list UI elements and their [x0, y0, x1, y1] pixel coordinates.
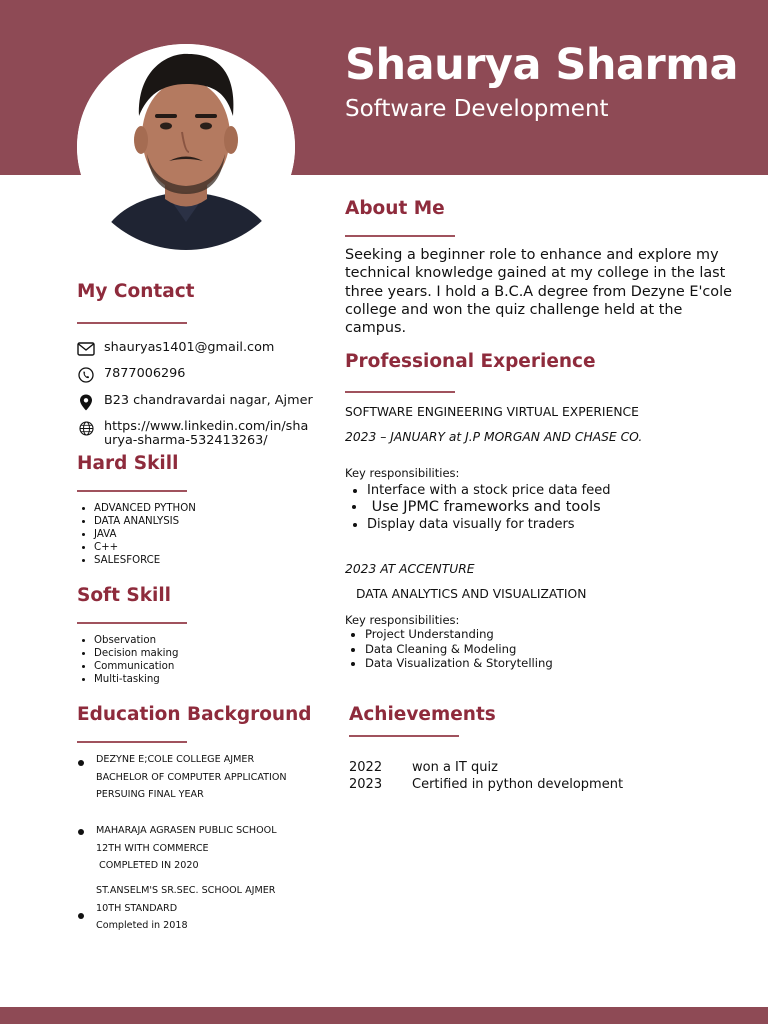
address-text: B23 chandravardai nagar, Ajmer	[104, 393, 313, 408]
degree-name: 10TH STANDARD	[96, 902, 178, 914]
contact-email[interactable]	[77, 341, 274, 357]
education-divider	[77, 741, 187, 743]
list-item: • Data Cleaning & Modeling	[365, 642, 553, 657]
about-heading: About Me	[345, 198, 445, 219]
soft-skill-list	[77, 634, 178, 686]
responsibilities-list	[352, 482, 611, 533]
responsibilities-list	[352, 627, 553, 671]
list-item: • Multi-tasking	[94, 673, 178, 686]
location-pin-icon	[77, 394, 95, 410]
job-period: 2023 – JANUARY at J.P MORGAN AND CHASE CO.	[345, 430, 643, 444]
list-item: • Observation	[94, 634, 178, 647]
list-item: • Data Visualization & Storytelling	[365, 656, 553, 671]
footer-banner	[0, 1007, 768, 1024]
achievement-text: won a IT quiz	[412, 760, 498, 775]
education-status: PERSUING FINAL YEAR	[96, 789, 204, 800]
list-item: • Display data visually for traders	[367, 516, 611, 533]
contact-divider	[77, 322, 187, 324]
institution-name: DEZYNE E;COLE COLLEGE AJMER	[96, 754, 255, 765]
profile-photo	[77, 44, 295, 250]
email-text: shauryas1401@gmail.com	[104, 340, 275, 355]
soft-skill-divider	[77, 622, 187, 624]
education-entry	[96, 751, 287, 804]
contact-heading: My Contact	[77, 281, 195, 302]
job-title: SOFTWARE ENGINEERING VIRTUAL EXPERIENCE	[345, 405, 639, 419]
about-divider	[345, 235, 455, 237]
candidate-role: Software Development	[345, 96, 609, 122]
experience-heading: Professional Experience	[345, 351, 596, 372]
list-item: • JAVA	[94, 528, 196, 541]
list-item: • SALESFORCE	[94, 554, 196, 567]
bullet-icon	[78, 829, 84, 835]
list-item: • Interface with a stock price data feed	[367, 482, 611, 499]
education-status: COMPLETED IN 2020	[96, 860, 199, 871]
list-item: • Communication	[94, 660, 178, 673]
list-item: • Project Understanding	[365, 627, 553, 642]
achievement-row	[349, 777, 623, 792]
education-heading: Education Background	[77, 704, 312, 725]
responsibilities-label: Key responsibilities:	[345, 613, 460, 627]
contact-address	[77, 394, 313, 410]
linkedin-link[interactable]: https://www.linkedin.com/in/shaurya-sharma-532413263/	[104, 419, 309, 448]
list-item: • Decision making	[94, 647, 178, 660]
phone-icon	[77, 367, 95, 383]
bullet-icon	[78, 913, 84, 919]
experience-divider	[345, 391, 455, 393]
institution-name: ST.ANSELM'S SR.SEC. SCHOOL AJMER	[96, 885, 276, 896]
contact-linkedin[interactable]	[77, 420, 312, 447]
candidate-name: Shaurya Sharma	[345, 40, 739, 90]
achievement-year: 2022	[349, 760, 383, 775]
soft-skill-heading: Soft Skill	[77, 585, 172, 606]
phone-text: 7877006296	[104, 366, 186, 381]
job-period: 2023 AT ACCENTURE	[345, 562, 475, 576]
degree-name: 12TH WITH COMMERCE	[96, 842, 209, 854]
mail-icon	[77, 341, 95, 357]
bullet-icon	[78, 760, 84, 766]
achievements-divider	[349, 735, 459, 737]
list-item: • C++	[94, 541, 196, 554]
achievement-row	[349, 760, 498, 775]
contact-phone[interactable]	[77, 367, 185, 383]
education-status: Completed in 2018	[96, 920, 188, 931]
list-item: • ADVANCED PYTHON	[94, 502, 196, 515]
achievement-text: Certified in python development	[412, 777, 624, 792]
achievement-year: 2023	[349, 777, 383, 792]
achievements-heading: Achievements	[349, 704, 496, 725]
degree-name: BACHELOR OF COMPUTER APPLICATION	[96, 771, 287, 783]
list-item: • DATA ANANLYSIS	[94, 515, 196, 528]
hard-skill-heading: Hard Skill	[77, 453, 179, 474]
hard-skill-list	[77, 502, 196, 567]
hard-skill-divider	[77, 490, 187, 492]
education-entry	[96, 882, 275, 935]
education-entry	[96, 822, 277, 875]
responsibilities-label: Key responsibilities:	[345, 466, 460, 480]
list-item: • Use JPMC frameworks and tools	[367, 499, 611, 516]
job-title: DATA ANALYTICS AND VISUALIZATION	[356, 587, 587, 601]
about-text: Seeking a beginner role to enhance and explore my technical knowledge gained at my college in the last three years. I hold a B.C.A degree from Dezyne E'cole college and won the quiz challenge held at the campus.	[345, 247, 732, 337]
institution-name: MAHARAJA AGRASEN PUBLIC SCHOOL	[96, 825, 277, 836]
globe-icon	[77, 420, 95, 436]
